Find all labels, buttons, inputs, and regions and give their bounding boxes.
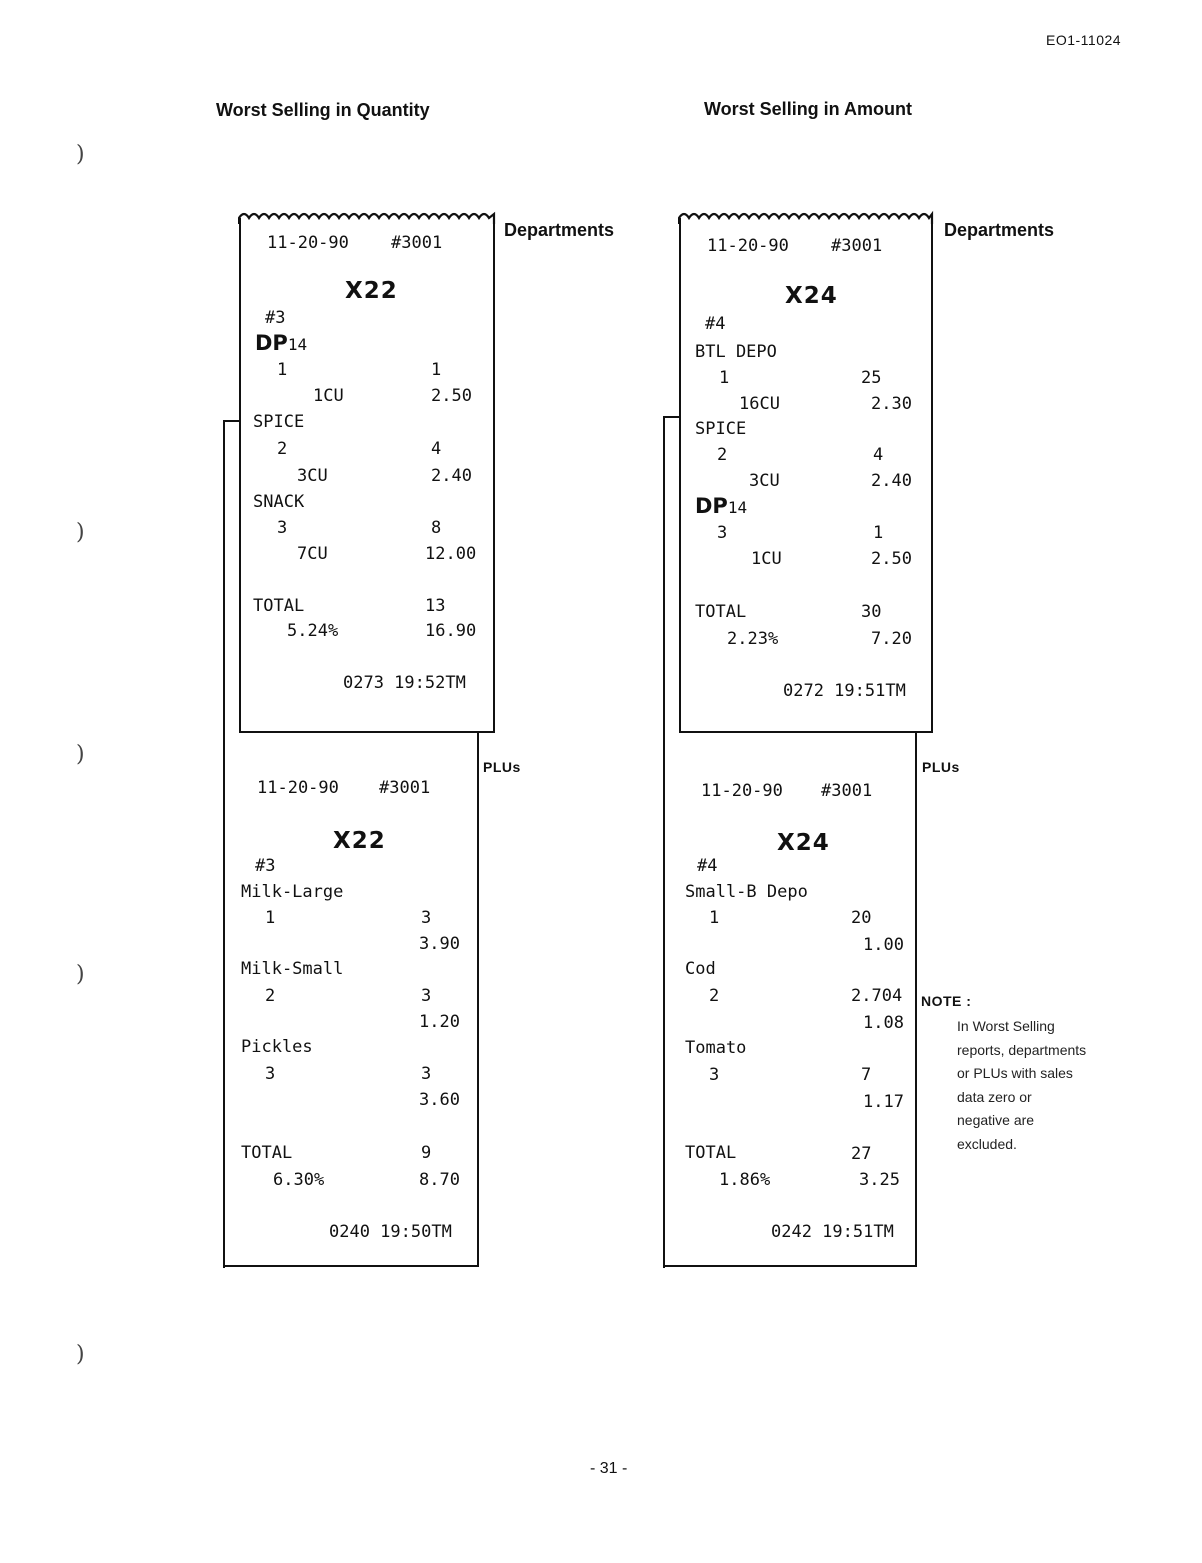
receipt-report-code: X22 <box>345 278 398 304</box>
total-amount: 8.70 <box>419 1170 460 1190</box>
item-name: DP14 <box>695 494 748 518</box>
label-departments: Departments <box>944 220 1055 240</box>
total-amount: 3.25 <box>859 1170 900 1190</box>
item-qty: 4 <box>873 445 884 465</box>
item-rank: 3 <box>709 1065 720 1085</box>
item-amount: 2.40 <box>871 471 912 491</box>
item-unit: 1CU <box>313 386 344 406</box>
receipt-plu-amount <box>663 730 917 1267</box>
item-qty: 2.704 <box>851 986 903 1006</box>
total-qty: 13 <box>425 596 446 616</box>
item-amount: 12.00 <box>425 544 477 564</box>
item-qty: 7 <box>861 1065 872 1085</box>
total-percent: 5.24% <box>287 621 339 641</box>
item-name: SNACK <box>253 492 305 512</box>
item-name: Pickles <box>241 1037 313 1057</box>
item-rank: 1 <box>709 908 720 928</box>
receipt-date: 11-20-90 <box>267 233 349 253</box>
item-amount: 2.40 <box>431 466 472 486</box>
total-percent: 2.23% <box>727 629 779 649</box>
item-rank: 3 <box>277 518 288 538</box>
item-qty: 20 <box>851 908 872 928</box>
document-code: EO1-11024 <box>1046 32 1122 48</box>
label-departments: Departments <box>504 220 615 240</box>
item-name: Small-B Depo <box>685 882 808 902</box>
page-number: - 31 - <box>590 1460 628 1477</box>
item-amount: 3.60 <box>419 1090 460 1110</box>
receipt-store: #3001 <box>391 233 443 253</box>
label-plus: PLUs <box>922 759 960 775</box>
torn-edge <box>678 210 934 226</box>
item-amount: 1.20 <box>419 1012 460 1032</box>
item-name: SPICE <box>695 419 747 439</box>
item-amount: 2.50 <box>431 386 472 406</box>
item-amount: 3.90 <box>419 934 460 954</box>
item-rank: 2 <box>265 986 276 1006</box>
margin-mark: ) <box>76 520 85 545</box>
receipt-footer: 0272 19:51TM <box>783 681 906 701</box>
total-percent: 6.30% <box>273 1170 325 1190</box>
receipt-departments-amount <box>679 218 933 733</box>
item-rank: 2 <box>277 439 288 459</box>
receipt-report-code: X24 <box>785 283 838 309</box>
receipt-plu-quantity <box>223 730 479 1267</box>
heading-worst-quantity: Worst Selling in Quantity <box>216 100 430 120</box>
receipt-rank-code: #3 <box>265 308 286 328</box>
item-rank: 1 <box>265 908 276 928</box>
receipt-footer: 0240 19:50TM <box>329 1222 452 1242</box>
receipt-footer: 0273 19:52TM <box>343 673 466 693</box>
receipt-departments-quantity <box>239 218 495 733</box>
total-label: TOTAL <box>241 1143 293 1163</box>
receipt-store: #3001 <box>821 781 873 801</box>
note-body: In Worst Selling reports, departments or PLUs with sales data zero or negative are excluded. <box>957 1018 1087 1152</box>
item-amount: 1.08 <box>863 1013 904 1033</box>
total-amount: 7.20 <box>871 629 912 649</box>
item-qty: 1 <box>873 523 884 543</box>
receipt-report-code: X24 <box>777 830 830 856</box>
total-amount: 16.90 <box>425 621 477 641</box>
item-amount: 1.00 <box>863 935 904 955</box>
note-title: NOTE : <box>921 993 972 1009</box>
item-rank: 3 <box>717 523 728 543</box>
margin-mark: ) <box>76 742 85 767</box>
item-name: Tomato <box>685 1038 747 1058</box>
item-rank: 3 <box>265 1064 276 1084</box>
item-rank: 1 <box>719 368 730 388</box>
torn-edge <box>238 210 496 226</box>
receipt-store: #3001 <box>379 778 431 798</box>
margin-mark: ) <box>76 142 85 167</box>
receipt-report-code: X22 <box>333 828 386 854</box>
receipt-rank-code: #4 <box>705 314 726 334</box>
item-qty: 1 <box>431 360 442 380</box>
receipt-rank-code: #3 <box>255 856 276 876</box>
item-qty: 25 <box>861 368 882 388</box>
total-qty: 30 <box>861 602 882 622</box>
margin-mark: ) <box>76 962 85 987</box>
item-unit: 1CU <box>751 549 782 569</box>
receipt-date: 11-20-90 <box>257 778 339 798</box>
total-qty: 9 <box>421 1143 432 1163</box>
total-label: TOTAL <box>695 602 747 622</box>
item-rank: 1 <box>277 360 288 380</box>
item-qty: 8 <box>431 518 442 538</box>
item-qty: 4 <box>431 439 442 459</box>
item-rank: 2 <box>717 445 728 465</box>
total-percent: 1.86% <box>719 1170 771 1190</box>
item-amount: 1.17 <box>863 1092 904 1112</box>
item-name: DP14 <box>255 331 308 355</box>
item-amount: 2.50 <box>871 549 912 569</box>
item-unit: 16CU <box>739 394 780 414</box>
item-unit: 7CU <box>297 544 328 564</box>
item-amount: 2.30 <box>871 394 912 414</box>
receipt-store: #3001 <box>831 236 883 256</box>
item-qty: 3 <box>421 986 432 1006</box>
heading-worst-amount: Worst Selling in Amount <box>704 99 912 119</box>
item-name: Cod <box>685 959 716 979</box>
item-unit: 3CU <box>749 471 780 491</box>
item-name: Milk-Small <box>241 959 344 979</box>
receipt-date: 11-20-90 <box>701 781 783 801</box>
item-qty: 3 <box>421 1064 432 1084</box>
item-name: Milk-Large <box>241 882 344 902</box>
label-plus: PLUs <box>483 759 521 775</box>
item-rank: 2 <box>709 986 720 1006</box>
total-label: TOTAL <box>253 596 305 616</box>
item-unit: 3CU <box>297 466 328 486</box>
total-qty: 27 <box>851 1144 872 1164</box>
total-label: TOTAL <box>685 1143 737 1163</box>
item-name: BTL DEPO <box>695 342 777 362</box>
item-name: SPICE <box>253 412 305 432</box>
item-qty: 3 <box>421 908 432 928</box>
receipt-date: 11-20-90 <box>707 236 789 256</box>
receipt-footer: 0242 19:51TM <box>771 1222 894 1242</box>
margin-mark: ) <box>76 1342 85 1367</box>
receipt-rank-code: #4 <box>697 856 718 876</box>
